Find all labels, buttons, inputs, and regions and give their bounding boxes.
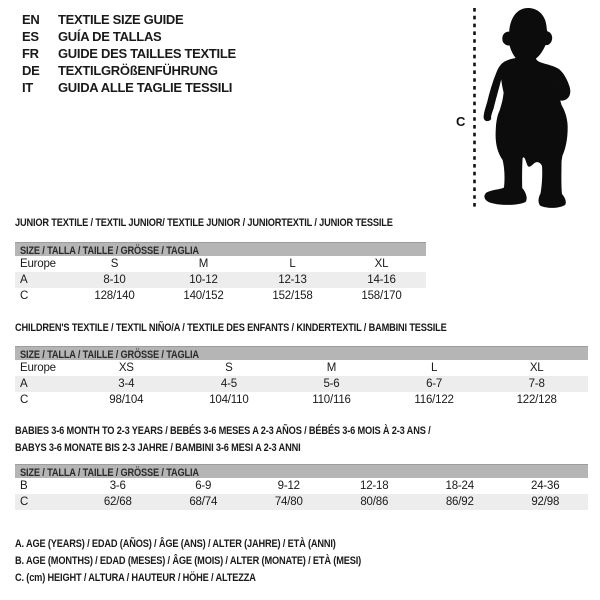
children-table	[15, 346, 588, 408]
age-cell: 9-12	[277, 480, 300, 492]
height-cell: 80/86	[360, 496, 389, 508]
height-cell: 68/74	[189, 496, 218, 508]
measure-c-label: C	[456, 114, 466, 129]
note-age-years: A. AGE (YEARS) / EDAD (AÑOS) / ÂGE (ANS) / ALTER (JAHRE) / ETÀ (ANNI)	[15, 538, 336, 550]
note-height: C. (cm) HEIGHT / ALTURA / HAUTEUR / HÖHE / ALTEZZA	[15, 572, 256, 584]
age-cell: 12-13	[278, 274, 307, 286]
lang-line-en	[22, 11, 236, 28]
size-cell: XL	[374, 258, 389, 270]
children-size-header-band	[15, 346, 588, 360]
row-label: B	[20, 480, 28, 492]
table-row	[15, 392, 588, 408]
row-label: C	[20, 290, 29, 302]
junior-size-header-band	[15, 242, 426, 256]
age-cell: 10-12	[189, 274, 218, 286]
size-cell: S	[110, 258, 119, 270]
height-cell: 128/140	[94, 290, 135, 302]
height-cell: 74/80	[274, 496, 303, 508]
lang-code: IT	[22, 80, 33, 95]
height-cell: 152/158	[272, 290, 313, 302]
junior-table	[15, 242, 426, 304]
row-label: Europe	[20, 362, 56, 374]
babies-title-line1: BABIES 3-6 MONTH TO 2-3 YEARS / BEBÉS 3-6 MESES A 2-3 AÑOS / BÉBÉS 3-6 MOIS À 2-3 ANS /	[15, 425, 431, 437]
babies-title-line2: BABYS 3-6 MONATE BIS 2-3 JAHRE / BAMBINI 3-6 MESI A 2-3 ANNI	[15, 442, 301, 454]
size-cell: M	[198, 258, 209, 270]
lang-title: TEXTILGRÖßENFÜHRUNG	[58, 63, 218, 78]
lang-code: FR	[22, 46, 39, 61]
babies-table	[15, 464, 588, 510]
lang-code: ES	[22, 29, 39, 44]
height-cell: 116/122	[414, 394, 454, 406]
age-cell: 8-10	[103, 274, 126, 286]
age-cell: 24-36	[531, 480, 560, 492]
table-row	[15, 494, 588, 510]
size-cell: L	[289, 258, 296, 270]
toddler-silhouette-svg	[450, 0, 600, 215]
age-cell: 14-16	[367, 274, 396, 286]
table-row	[15, 376, 588, 392]
height-cell: 92/98	[531, 496, 560, 508]
age-cell: 5-6	[323, 378, 340, 390]
height-cell: 110/116	[312, 394, 351, 406]
lang-line-it	[22, 79, 236, 96]
age-cell: 4-5	[220, 378, 237, 390]
size-header-label: SIZE / TALLA / TAILLE / GRÖSSE / TAGLIA	[20, 349, 199, 360]
lang-title: GUIDA ALLE TAGLIE TESSILI	[58, 80, 233, 95]
row-label: Europe	[20, 258, 56, 270]
lang-line-de	[22, 62, 236, 79]
size-cell: M	[326, 362, 337, 374]
size-cell: L	[430, 362, 438, 374]
row-label: C	[20, 394, 29, 406]
size-cell: XL	[529, 362, 544, 374]
age-cell: 6-9	[195, 480, 212, 492]
row-label: A	[20, 274, 28, 286]
height-cell: 122/128	[516, 394, 557, 406]
size-cell: S	[225, 362, 233, 374]
row-label: A	[20, 378, 28, 390]
table-row	[15, 288, 426, 304]
children-table-title: CHILDREN'S TEXTILE / TEXTIL NIÑO/A / TEXTILE DES ENFANTS / KINDERTEXTIL / BAMBINI TESSILE	[15, 322, 447, 334]
junior-table-title: JUNIOR TEXTILE / TEXTIL JUNIOR/ TEXTILE JUNIOR / JUNIORTEXTIL / JUNIOR TESSILE	[15, 217, 393, 229]
age-cell: 7-8	[528, 378, 545, 390]
lang-line-fr	[22, 45, 236, 62]
babies-table-title	[15, 423, 430, 457]
age-cell: 12-18	[360, 480, 389, 492]
size-header-label: SIZE / TALLA / TAILLE / GRÖSSE / TAGLIA	[20, 245, 199, 256]
legend-notes	[15, 536, 427, 587]
age-cell: 3-6	[109, 480, 126, 492]
age-cell: 18-24	[445, 480, 474, 492]
table-row	[15, 256, 426, 272]
lang-title: TEXTILE SIZE GUIDE	[58, 12, 184, 27]
note-age-months: B. AGE (MONTHS) / EDAD (MESES) / ÂGE (MOIS) / ALTER (MONATE) / ETÀ (MESI)	[15, 555, 362, 567]
row-label: C	[20, 496, 29, 508]
babies-size-header-band	[15, 464, 588, 478]
lang-line-es	[22, 28, 236, 45]
age-cell: 3-4	[118, 378, 135, 390]
lang-title: GUÍA DE TALLAS	[58, 29, 162, 44]
toddler-figure	[450, 0, 600, 215]
height-cell: 62/68	[103, 496, 132, 508]
height-cell: 158/170	[361, 290, 402, 302]
lang-title: GUIDE DES TAILLES TEXTILE	[58, 46, 236, 61]
height-cell: 104/110	[209, 394, 249, 406]
table-row	[15, 478, 588, 494]
height-cell: 86/92	[445, 496, 474, 508]
toddler-silhouette	[484, 8, 571, 208]
language-title-list	[22, 11, 236, 96]
lang-code: EN	[22, 12, 40, 27]
lang-code: DE	[22, 63, 40, 78]
height-cell: 98/104	[109, 394, 144, 406]
size-header-label: SIZE / TALLA / TAILLE / GRÖSSE / TAGLIA	[20, 467, 199, 478]
height-cell: 140/152	[183, 290, 224, 302]
table-row	[15, 360, 588, 376]
size-cell: XS	[118, 362, 134, 374]
age-cell: 6-7	[426, 378, 443, 390]
table-row	[15, 272, 426, 288]
